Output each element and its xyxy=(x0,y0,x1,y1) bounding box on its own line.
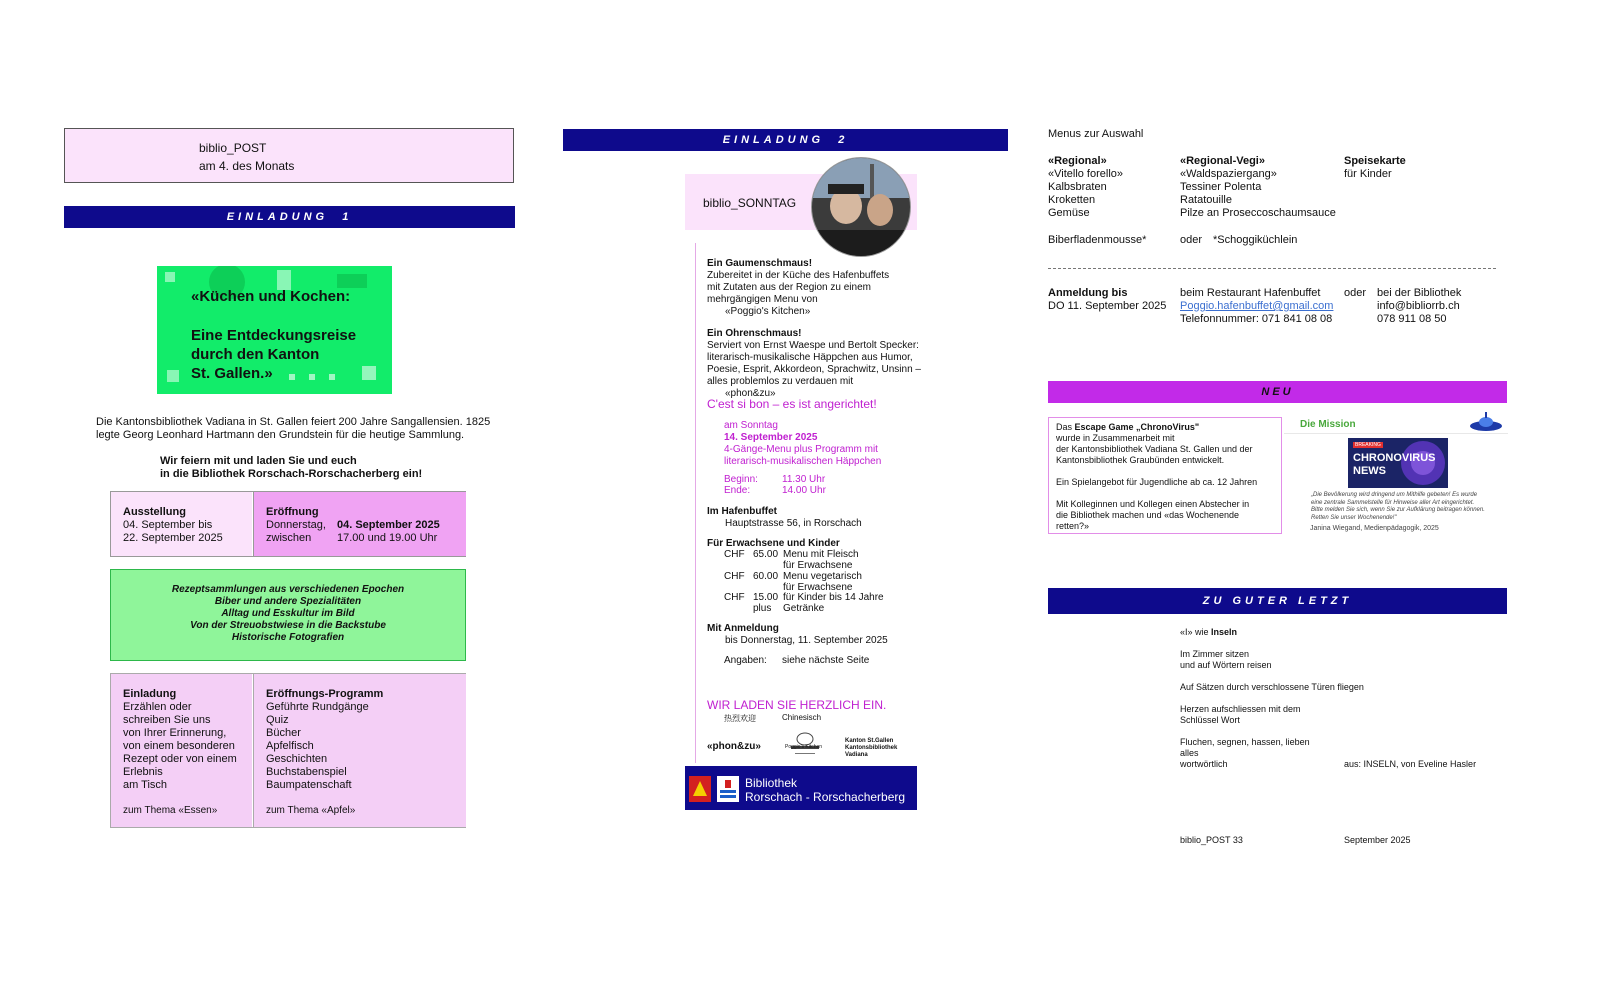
topics-box xyxy=(110,569,466,661)
price-currency: CHF xyxy=(724,571,745,582)
escape-line: Kantonsbibliothek Graubünden entwickelt. xyxy=(1056,455,1225,465)
exhibition-title: Ausstellung xyxy=(123,506,186,518)
price-currency: CHF xyxy=(724,592,745,603)
opening-title: Eröffnung xyxy=(266,506,319,518)
poem-line: und auf Wörtern reisen xyxy=(1180,660,1272,670)
quote-line: eine zentrale Sammelstelle für Hinweise aller Art eingerichtet. xyxy=(1311,499,1475,506)
einladung-line: Erlebnis xyxy=(123,766,163,778)
venue-address: Hauptstrasse 56, in Rorschach xyxy=(725,518,862,529)
invite-line-1: Wir feiern mit und laden Sie und euch xyxy=(160,455,357,467)
library-location: Rorschach - Rorschacherberg xyxy=(745,790,906,804)
price-plus: plus xyxy=(753,603,772,614)
library-email: info@bibliorrb.ch xyxy=(1377,300,1460,312)
poem-line: Fluchen, segnen, hassen, lieben xyxy=(1180,737,1310,747)
library-name: Bibliothek xyxy=(745,776,798,790)
photo-avatar xyxy=(811,157,911,257)
anmeldung-title: Anmeldung bis xyxy=(1048,287,1128,299)
escape-p3: die Bibliothek machen und «das Wochenende xyxy=(1056,510,1239,520)
programm-line: Geführte Rundgänge xyxy=(266,701,369,713)
price-desc: für Kinder bis 14 Jahre xyxy=(783,592,884,603)
programm-line: Geschichten xyxy=(266,753,328,765)
einladung-line: von einem besonderen xyxy=(123,740,235,752)
beginn-label: Beginn: xyxy=(724,474,758,485)
poster-title-3: durch den Kanton xyxy=(191,346,320,363)
price-amount: 60.00 xyxy=(753,571,779,582)
dessert-a: Biberfladenmousse* xyxy=(1048,234,1147,246)
topic-2: Biber und andere Spezialitäten xyxy=(214,596,362,607)
escape-line: wurde in Zusammenarbeit mit xyxy=(1056,433,1175,443)
menu-item: Kalbsbraten xyxy=(1048,181,1107,193)
programm-line: Buchstabenspiel xyxy=(266,766,347,778)
welcome-text: WIR LADEN SIE HERZLICH EIN. xyxy=(707,698,887,712)
menu-regional-title: «Regional» xyxy=(1048,155,1107,167)
kanton-line-2: Kantonsbibliothek xyxy=(845,745,898,751)
menu-item: für Kinder xyxy=(1344,168,1392,180)
opening-time: 17.00 und 19.00 Uhr xyxy=(337,532,438,544)
gaumen-line: mit Zutaten aus der Region zu einem xyxy=(707,282,871,293)
menu-item: Gemüse xyxy=(1048,207,1090,219)
topic-5: Historische Fotografien xyxy=(231,632,345,643)
menu-item: Tessiner Polenta xyxy=(1180,181,1262,193)
header-title: biblio_POST xyxy=(199,141,267,155)
kanton-line-3: Vadiana xyxy=(845,752,868,758)
price-currency: CHF xyxy=(724,549,745,560)
opening-cell xyxy=(253,492,466,556)
mission-title: Die Mission xyxy=(1300,419,1356,430)
sonntag-title: biblio_SONNTAG xyxy=(703,196,797,210)
event-date: 14. September 2025 xyxy=(724,432,818,443)
mission-quote xyxy=(1311,492,1485,522)
exhibition-line-1: 04. September bis xyxy=(123,519,213,531)
header-box xyxy=(64,128,514,183)
anmeldung-date: bis Donnerstag, 11. September 2025 xyxy=(725,635,888,646)
poem-line: alles xyxy=(1180,748,1199,758)
restaurant-name: beim Restaurant Hafenbuffet xyxy=(1180,287,1321,299)
intro-line-2: legte Georg Leonhard Hartmann den Grundstein für die heutige Sammlung. xyxy=(96,429,465,441)
poem-source: aus: INSELN, von Eveline Hasler xyxy=(1344,759,1477,769)
menu-vegi-title: «Regional-Vegi» xyxy=(1180,155,1265,167)
price-desc: Menu mit Fleisch xyxy=(783,549,859,560)
poggio-logo xyxy=(785,731,825,761)
poem-line: wortwörtlich xyxy=(1180,759,1228,769)
issue-month: September 2025 xyxy=(1344,835,1411,845)
einladung-line: Rezept oder von einem xyxy=(123,753,237,765)
angaben-value: siehe nächste Seite xyxy=(782,655,870,666)
restaurant-email-link[interactable]: Poggio.hafenbuffet@gmail.com xyxy=(1180,300,1334,312)
einladung-title: Einladung xyxy=(123,688,177,700)
chronovirus-news: NEWS xyxy=(1353,465,1386,477)
restaurant-phone: Telefonnummer: 071 841 08 08 xyxy=(1180,313,1333,325)
gaumen-kitchen: «Poggio's Kitchen» xyxy=(725,306,811,317)
einladung-1-bar: EINLADUNG 1 xyxy=(64,206,515,228)
ohren-line: alles problemlos zu verdauen mit xyxy=(707,376,854,387)
escape-p3: Mit Kolleginnen und Kollegen einen Abstecher in xyxy=(1056,499,1250,509)
motto: C'est si bon – es ist angerichtet! xyxy=(707,397,877,411)
kanton-line-1: Kanton St.Gallen xyxy=(845,738,894,744)
issue-number: biblio_POST 33 xyxy=(1180,835,1243,845)
phonzu-logo: «phon&zu» xyxy=(707,741,761,752)
einladung-line: von Ihrer Erinnerung, xyxy=(123,727,227,739)
or-label: oder xyxy=(1344,287,1367,299)
menu-item: Ratatouille xyxy=(1180,194,1232,206)
einladung-2-bar: EINLADUNG 2 xyxy=(563,129,1008,151)
einladung-theme: zum Thema «Essen» xyxy=(123,805,218,816)
price-drinks: Getränke xyxy=(783,603,825,614)
escape-name: Escape Game „ChronoVirus" xyxy=(1074,422,1200,432)
menu-item: «Vitello forello» xyxy=(1048,168,1124,180)
programm-line: Bücher xyxy=(266,727,301,739)
poster-title-4: St. Gallen.» xyxy=(191,365,273,382)
gaumen-heading: Ein Gaumenschmaus! xyxy=(707,258,813,269)
poster-title-1: «Küchen und Kochen: xyxy=(191,288,351,305)
invite-line-2: in die Bibliothek Rorschach-Rorschacherberg ein! xyxy=(160,468,423,480)
poem-title: Inseln xyxy=(1211,627,1238,637)
program-table xyxy=(110,673,466,828)
mission-credit: Janina Wiegand, Medienpädagogik, 2025 xyxy=(1310,525,1439,532)
exhibition-table xyxy=(110,491,466,557)
library-contact: bei der Bibliothek xyxy=(1377,287,1462,299)
exhibition-cell xyxy=(111,492,252,556)
menu-item: Pilze an Proseccoschaumsauce xyxy=(1180,207,1336,219)
menu-item: Kroketten xyxy=(1048,194,1096,206)
programm-cell xyxy=(253,674,466,827)
chinese-label: Chinesisch xyxy=(782,713,822,722)
poster-title-2: Eine Entdeckungsreise xyxy=(191,327,357,344)
einladung-line: Erzählen oder xyxy=(123,701,192,713)
ende-label: Ende: xyxy=(724,485,751,496)
escape-game-box xyxy=(1048,417,1282,534)
ohren-phonzu: «phon&zu» xyxy=(725,388,776,399)
ohren-line: Poesie, Esprit, Akkordeon, Sprachwitz, Unsinn – xyxy=(707,364,921,375)
exhibition-line-2: 22. September 2025 xyxy=(123,532,223,544)
programm-line: Apfelfisch xyxy=(266,740,314,752)
zu-guter-letzt-bar: ZU GUTER LETZT xyxy=(1048,588,1507,614)
divider xyxy=(1048,268,1496,269)
header-subtitle: am 4. des Monats xyxy=(199,159,295,173)
menus-title: Menus zur Auswahl xyxy=(1048,128,1144,140)
date-label: am Sonntag xyxy=(724,420,778,431)
topic-4: Von der Streuobstwiese in die Backstube xyxy=(190,620,386,631)
poem-line: Im Zimmer sitzen xyxy=(1180,649,1250,659)
poem-line: Schlüssel Wort xyxy=(1180,715,1240,725)
gaumen-line: mehrgängigen Menu von xyxy=(707,294,818,305)
library-phone: 078 911 08 50 xyxy=(1377,313,1447,325)
quote-line: Retten Sie unser Wochenende!" xyxy=(1311,514,1397,521)
ende-time: 14.00 Uhr xyxy=(782,485,826,496)
event-program: literarisch-musikalischen Häppchen xyxy=(724,456,882,467)
chronovirus-title: CHRONOVIRUS xyxy=(1353,452,1436,464)
einladung-line: am Tisch xyxy=(123,779,168,791)
price-amount: 65.00 xyxy=(753,549,779,560)
programm-title: Eröffnungs-Programm xyxy=(266,688,384,700)
price-amount: 15.00 xyxy=(753,592,779,603)
anmeldung-heading: Mit Anmeldung xyxy=(707,623,779,634)
quote-line: „Die Bevölkerung wird dringend um Mithilfe gebeten! Es wurde xyxy=(1311,492,1478,498)
price-desc: Menu vegetarisch xyxy=(783,571,862,582)
ohren-heading: Ein Ohrenschmaus! xyxy=(707,328,802,339)
chinese-welcome: 热烈欢迎 xyxy=(724,714,756,723)
menu-kids-title: Speisekarte xyxy=(1344,155,1406,167)
library-footer-banner xyxy=(685,766,917,810)
prices-heading: Für Erwachsene und Kinder xyxy=(707,538,840,549)
escape-p3: retten?» xyxy=(1056,521,1090,531)
venue-heading: Im Hafenbuffet xyxy=(707,506,777,517)
chronovirus-image xyxy=(1348,438,1448,488)
topic-1: Rezeptsammlungen aus verschiedenen Epochen xyxy=(171,584,405,595)
topic-3: Alltag und Esskultur im Bild xyxy=(221,608,355,619)
price-desc-2: für Erwachsene xyxy=(783,582,853,593)
angaben-label: Angaben: xyxy=(724,655,767,666)
photo-portrait xyxy=(812,158,910,256)
poem-line: Herzen aufschliessen mit dem xyxy=(1180,704,1301,714)
escape-pre: Das xyxy=(1056,422,1075,432)
escape-line: der Kantonsbibliothek Vadiana St. Gallen und der xyxy=(1056,444,1253,454)
ohren-line: Serviert von Ernst Waespe und Bertolt Specker: xyxy=(707,340,919,351)
left-rule xyxy=(695,243,696,763)
price-desc-2: für Erwachsene xyxy=(783,560,853,571)
event-menu: 4-Gänge-Menu plus Programm mit xyxy=(724,444,878,455)
quote-line: Bitte melden Sie sich, wenn Sie zur Aufklärung beitragen können. xyxy=(1311,507,1485,513)
opening-date: 04. September 2025 xyxy=(337,519,440,531)
dessert-b: *Schoggiküchlein xyxy=(1213,234,1298,246)
intro-line-1: Die Kantonsbibliothek Vadiana in St. Gallen feiert 200 Jahre Sangallensien. 1825 xyxy=(96,416,491,428)
neu-bar: NEU xyxy=(1048,381,1507,403)
ohren-line: literarisch-musikalische Häppchen aus Humor, xyxy=(707,352,913,363)
breaking-tag: BREAKING xyxy=(1355,442,1381,448)
poem-title-prefix: «I» wie xyxy=(1180,627,1212,637)
opening-day: Donnerstag, xyxy=(266,519,326,531)
menu-item: «Waldspaziergang» xyxy=(1180,168,1277,180)
coat-of-arms-icon-2 xyxy=(717,776,739,802)
programm-theme: zum Thema «Apfel» xyxy=(266,805,356,816)
kanton-logo xyxy=(845,738,897,759)
gaumen-line: Zubereitet in der Küche des Hafenbuffets xyxy=(707,270,890,281)
opening-between: zwischen xyxy=(266,532,312,544)
ufo-icon xyxy=(1463,412,1509,434)
poggio-label: Poggio's Kitchen xyxy=(785,744,823,750)
escape-audience: Ein Spielangebot für Jugendliche ab ca. 12 Jahren xyxy=(1056,477,1258,487)
poem-line: Auf Sätzen durch verschlossene Türen fliegen xyxy=(1180,682,1364,692)
programm-line: Baumpatenschaft xyxy=(266,779,352,791)
beginn-time: 11.30 Uhr xyxy=(782,474,826,485)
anmeldung-deadline: DO 11. September 2025 xyxy=(1048,300,1167,312)
einladung-cell xyxy=(111,674,252,827)
poster-image xyxy=(157,266,392,394)
programm-line: Quiz xyxy=(266,714,289,726)
dessert-or: oder xyxy=(1180,234,1203,246)
coat-of-arms-icon xyxy=(689,776,711,802)
einladung-line: schreiben Sie uns xyxy=(123,714,211,726)
